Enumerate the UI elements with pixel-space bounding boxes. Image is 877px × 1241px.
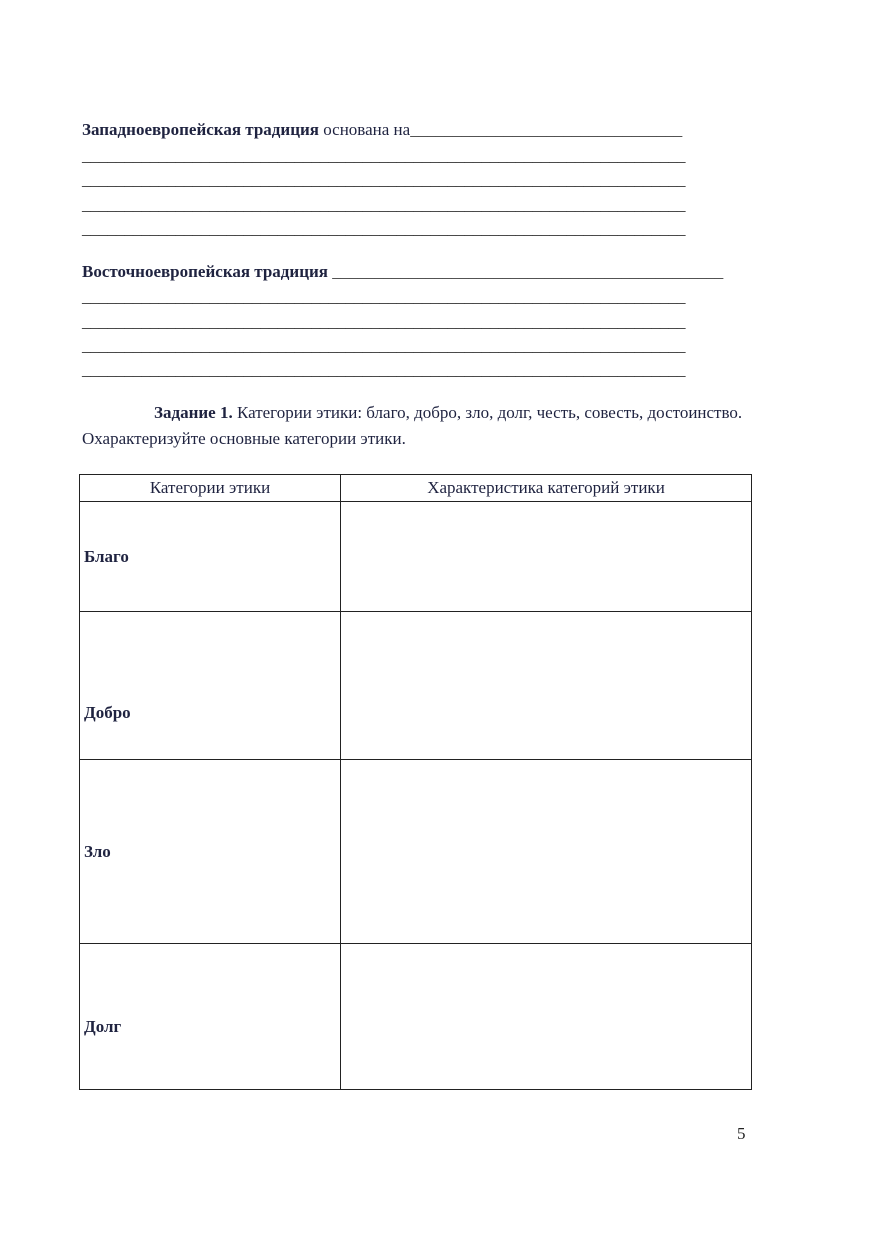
task-1-label: Задание 1. [154,403,233,422]
header-categories: Категории этики [80,475,341,502]
western-tradition-title: Западноевропейская традиция [82,120,319,139]
eastern-blank-line-3[interactable]: _______________________________________________________________________ [82,336,686,355]
western-answer-blank[interactable]: ________________________________ [410,120,683,139]
task-1-paragraph [82,400,762,452]
eastern-blank-line-1[interactable]: _______________________________________________________________________ [82,287,686,306]
category-name: Благо [80,502,341,612]
category-answer-cell[interactable] [341,612,752,760]
table-row [80,760,752,944]
ethics-categories-table [79,474,752,1090]
western-blank-line-3[interactable]: _______________________________________________________________________ [82,195,686,214]
category-name: Добро [80,612,341,760]
western-blank-line-4[interactable]: _______________________________________________________________________ [82,219,686,238]
western-tradition-line [82,120,682,140]
eastern-blank-line-2[interactable]: _______________________________________________________________________ [82,312,686,331]
page-number: 5 [737,1124,746,1143]
western-tradition-text: основана на [318,120,411,139]
western-blank-line-2[interactable]: _______________________________________________________________________ [82,170,686,189]
eastern-blank-line-4[interactable]: _______________________________________________________________________ [82,360,686,379]
table-row [80,944,752,1090]
category-answer-cell[interactable] [341,760,752,944]
western-blank-line-1[interactable]: _______________________________________________________________________ [82,146,686,165]
table-row [80,612,752,760]
table-row [80,502,752,612]
category-name: Зло [80,760,341,944]
eastern-tradition-title: Восточноевропейская традиция [82,262,328,281]
eastern-tradition-line [82,262,723,282]
task-1-text: Категории этики: благо, добро, зло, долг, честь, совесть, достоинство. Охарактеризуйте основные категории этики. [82,403,743,448]
header-characteristics: Характеристика категорий этики [341,475,752,502]
category-answer-cell[interactable] [341,944,752,1090]
category-name: Долг [80,944,341,1090]
table-header-row [80,475,752,502]
category-answer-cell[interactable] [341,502,752,612]
eastern-answer-blank[interactable]: ______________________________________________ [328,262,724,281]
